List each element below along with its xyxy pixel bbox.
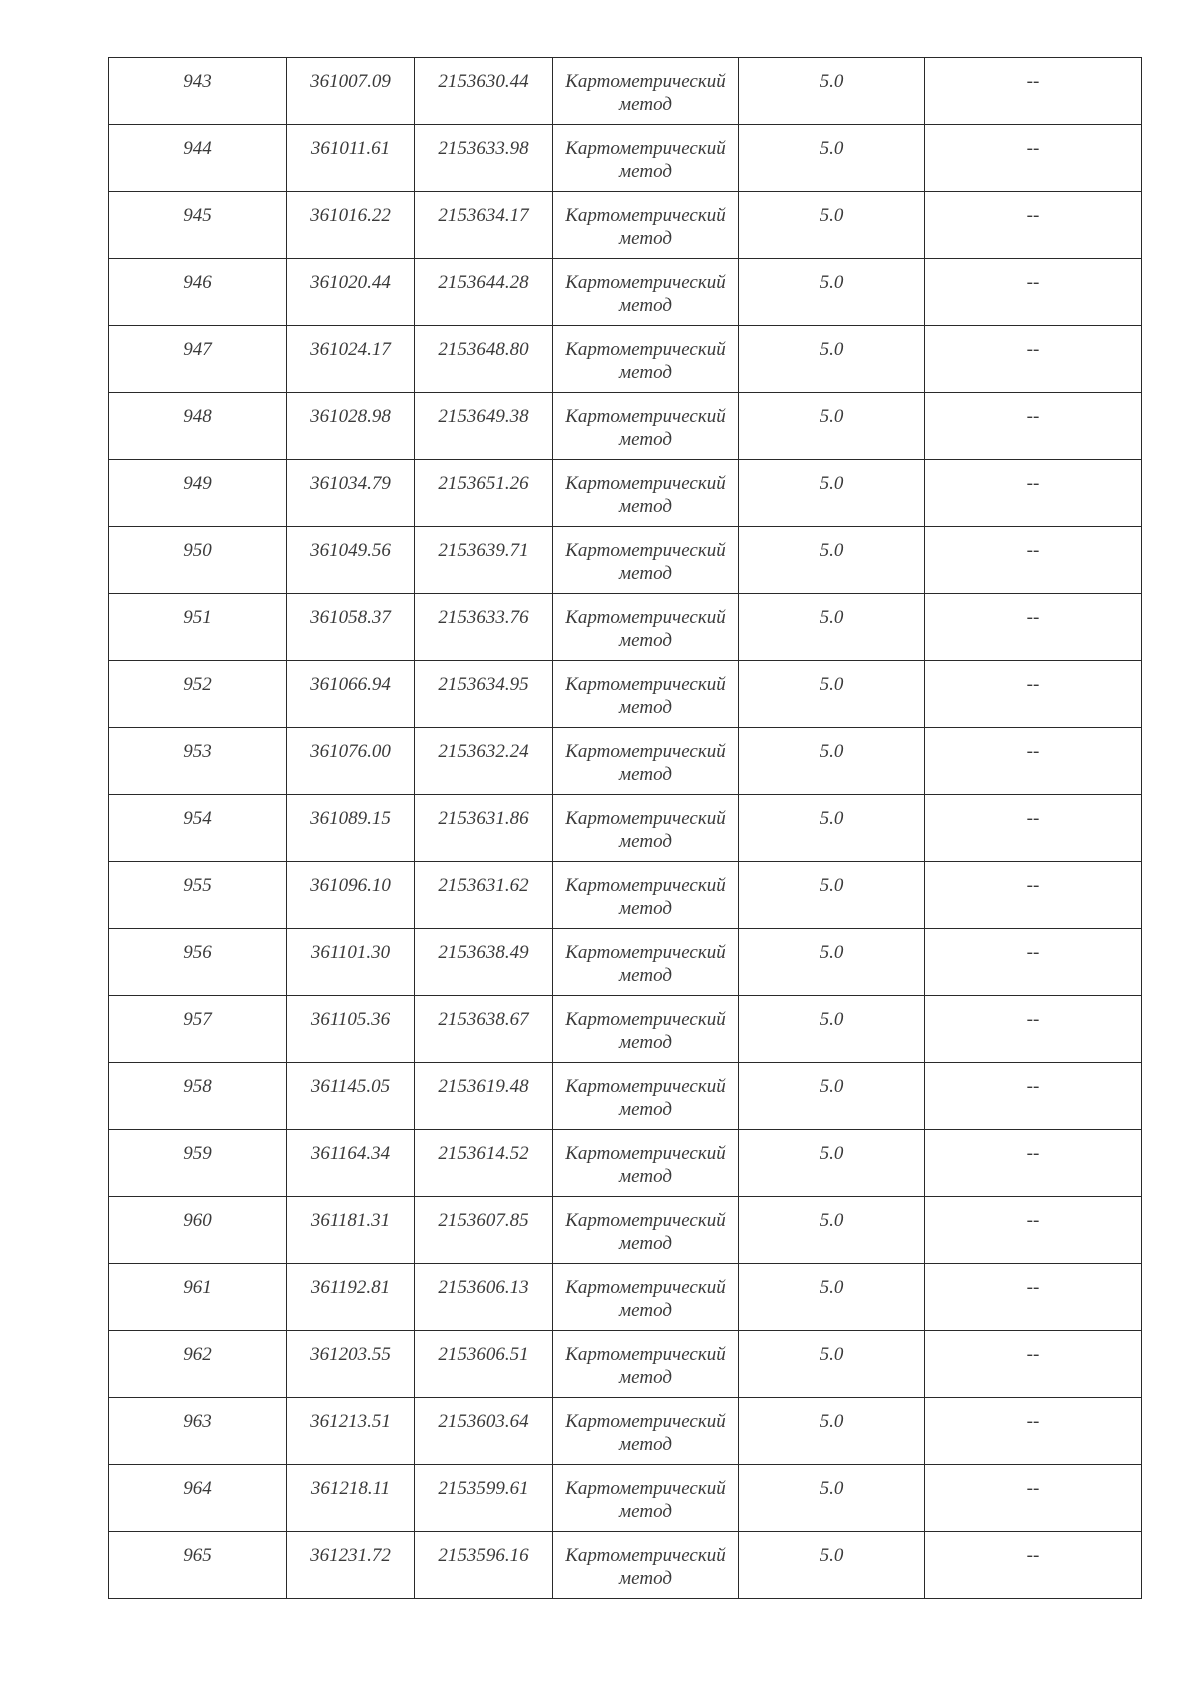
table-row: [109, 795, 1142, 862]
method-line-1: Картометрический: [565, 1478, 726, 1499]
accuracy-cell: 5.0: [739, 259, 925, 326]
note-cell: --: [925, 661, 1142, 728]
accuracy-cell: 5.0: [739, 594, 925, 661]
method-cell: [553, 661, 739, 728]
method-line-2: метод: [619, 362, 672, 383]
note-cell: --: [925, 460, 1142, 527]
point-number-cell: 950: [109, 527, 287, 594]
method-cell: [553, 460, 739, 527]
accuracy-cell: 5.0: [739, 326, 925, 393]
note-cell: --: [925, 58, 1142, 125]
accuracy-cell: 5.0: [739, 795, 925, 862]
method-line-1: Картометрический: [565, 741, 726, 762]
method-line-1: Картометрический: [565, 205, 726, 226]
method-cell: [553, 1465, 739, 1532]
point-number-cell: 953: [109, 728, 287, 795]
y-coordinate-cell: 2153606.13: [415, 1264, 553, 1331]
accuracy-cell: 5.0: [739, 1532, 925, 1599]
point-number-cell: 963: [109, 1398, 287, 1465]
method-line-1: Картометрический: [565, 71, 726, 92]
point-number-cell: 957: [109, 996, 287, 1063]
x-coordinate-cell: 361101.30: [287, 929, 415, 996]
accuracy-cell: 5.0: [739, 192, 925, 259]
point-number-cell: 958: [109, 1063, 287, 1130]
accuracy-cell: 5.0: [739, 996, 925, 1063]
method-line-2: метод: [619, 831, 672, 852]
accuracy-cell: 5.0: [739, 1264, 925, 1331]
method-line-1: Картометрический: [565, 1009, 726, 1030]
method-line-2: метод: [619, 563, 672, 584]
point-number-cell: 944: [109, 125, 287, 192]
x-coordinate-cell: 361192.81: [287, 1264, 415, 1331]
table-row: [109, 728, 1142, 795]
method-line-1: Картометрический: [565, 272, 726, 293]
table-row: [109, 460, 1142, 527]
y-coordinate-cell: 2153638.49: [415, 929, 553, 996]
method-line-1: Картометрический: [565, 339, 726, 360]
table-row: [109, 326, 1142, 393]
method-cell: [553, 58, 739, 125]
point-number-cell: 945: [109, 192, 287, 259]
method-line-1: Картометрический: [565, 674, 726, 695]
accuracy-cell: 5.0: [739, 661, 925, 728]
note-cell: --: [925, 1465, 1142, 1532]
x-coordinate-cell: 361203.55: [287, 1331, 415, 1398]
method-line-2: метод: [619, 697, 672, 718]
note-cell: --: [925, 1197, 1142, 1264]
accuracy-cell: 5.0: [739, 527, 925, 594]
x-coordinate-cell: 361058.37: [287, 594, 415, 661]
x-coordinate-cell: 361028.98: [287, 393, 415, 460]
point-number-cell: 947: [109, 326, 287, 393]
point-number-cell: 965: [109, 1532, 287, 1599]
method-line-2: метод: [619, 1300, 672, 1321]
method-cell: [553, 594, 739, 661]
method-line-1: Картометрический: [565, 1277, 726, 1298]
method-cell: [553, 862, 739, 929]
table-row: [109, 996, 1142, 1063]
table-row: [109, 527, 1142, 594]
note-cell: --: [925, 594, 1142, 661]
x-coordinate-cell: 361231.72: [287, 1532, 415, 1599]
table-row: [109, 259, 1142, 326]
x-coordinate-cell: 361213.51: [287, 1398, 415, 1465]
table-row: [109, 1130, 1142, 1197]
note-cell: --: [925, 795, 1142, 862]
method-line-2: метод: [619, 496, 672, 517]
table-row: [109, 192, 1142, 259]
x-coordinate-cell: 361145.05: [287, 1063, 415, 1130]
method-line-1: Картометрический: [565, 540, 726, 561]
point-number-cell: 961: [109, 1264, 287, 1331]
table-row: [109, 393, 1142, 460]
y-coordinate-cell: 2153599.61: [415, 1465, 553, 1532]
accuracy-cell: 5.0: [739, 929, 925, 996]
table-row: [109, 1331, 1142, 1398]
table-row: [109, 1264, 1142, 1331]
table-row: [109, 58, 1142, 125]
x-coordinate-cell: 361011.61: [287, 125, 415, 192]
y-coordinate-cell: 2153633.76: [415, 594, 553, 661]
method-line-2: метод: [619, 1434, 672, 1455]
note-cell: --: [925, 1130, 1142, 1197]
y-coordinate-cell: 2153644.28: [415, 259, 553, 326]
method-cell: [553, 1197, 739, 1264]
point-number-cell: 943: [109, 58, 287, 125]
x-coordinate-cell: 361020.44: [287, 259, 415, 326]
method-line-2: метод: [619, 228, 672, 249]
method-cell: [553, 996, 739, 1063]
point-number-cell: 964: [109, 1465, 287, 1532]
method-line-2: метод: [619, 94, 672, 115]
y-coordinate-cell: 2153651.26: [415, 460, 553, 527]
note-cell: --: [925, 728, 1142, 795]
y-coordinate-cell: 2153631.62: [415, 862, 553, 929]
note-cell: --: [925, 1532, 1142, 1599]
table-row: [109, 1063, 1142, 1130]
method-line-2: метод: [619, 429, 672, 450]
method-line-1: Картометрический: [565, 406, 726, 427]
accuracy-cell: 5.0: [739, 460, 925, 527]
x-coordinate-cell: 361096.10: [287, 862, 415, 929]
accuracy-cell: 5.0: [739, 1130, 925, 1197]
y-coordinate-cell: 2153596.16: [415, 1532, 553, 1599]
point-number-cell: 954: [109, 795, 287, 862]
point-number-cell: 955: [109, 862, 287, 929]
table-row: [109, 594, 1142, 661]
method-line-1: Картометрический: [565, 1344, 726, 1365]
note-cell: --: [925, 929, 1142, 996]
table-row: [109, 1465, 1142, 1532]
y-coordinate-cell: 2153606.51: [415, 1331, 553, 1398]
x-coordinate-cell: 361016.22: [287, 192, 415, 259]
note-cell: --: [925, 1331, 1142, 1398]
point-number-cell: 962: [109, 1331, 287, 1398]
x-coordinate-cell: 361105.36: [287, 996, 415, 1063]
method-line-2: метод: [619, 1166, 672, 1187]
accuracy-cell: 5.0: [739, 125, 925, 192]
x-coordinate-cell: 361089.15: [287, 795, 415, 862]
method-cell: [553, 1532, 739, 1599]
note-cell: --: [925, 1063, 1142, 1130]
note-cell: --: [925, 527, 1142, 594]
accuracy-cell: 5.0: [739, 1331, 925, 1398]
method-cell: [553, 1063, 739, 1130]
y-coordinate-cell: 2153638.67: [415, 996, 553, 1063]
method-cell: [553, 929, 739, 996]
method-line-2: метод: [619, 630, 672, 651]
method-line-1: Картометрический: [565, 942, 726, 963]
table-row: [109, 125, 1142, 192]
x-coordinate-cell: 361066.94: [287, 661, 415, 728]
method-cell: [553, 393, 739, 460]
y-coordinate-cell: 2153630.44: [415, 58, 553, 125]
method-cell: [553, 326, 739, 393]
method-line-1: Картометрический: [565, 473, 726, 494]
point-number-cell: 949: [109, 460, 287, 527]
accuracy-cell: 5.0: [739, 1197, 925, 1264]
note-cell: --: [925, 326, 1142, 393]
point-number-cell: 948: [109, 393, 287, 460]
x-coordinate-cell: 361049.56: [287, 527, 415, 594]
method-cell: [553, 527, 739, 594]
y-coordinate-cell: 2153632.24: [415, 728, 553, 795]
y-coordinate-cell: 2153639.71: [415, 527, 553, 594]
x-coordinate-cell: 361218.11: [287, 1465, 415, 1532]
point-number-cell: 959: [109, 1130, 287, 1197]
note-cell: --: [925, 259, 1142, 326]
method-line-2: метод: [619, 1032, 672, 1053]
method-line-2: метод: [619, 161, 672, 182]
note-cell: --: [925, 996, 1142, 1063]
accuracy-cell: 5.0: [739, 393, 925, 460]
method-line-1: Картометрический: [565, 607, 726, 628]
method-line-1: Картометрический: [565, 1076, 726, 1097]
point-number-cell: 946: [109, 259, 287, 326]
note-cell: --: [925, 1398, 1142, 1465]
method-line-1: Картометрический: [565, 1545, 726, 1566]
method-line-1: Картометрический: [565, 808, 726, 829]
method-cell: [553, 1130, 739, 1197]
method-cell: [553, 728, 739, 795]
x-coordinate-cell: 361076.00: [287, 728, 415, 795]
coordinates-table-body: [109, 58, 1142, 1599]
method-line-2: метод: [619, 1501, 672, 1522]
method-line-2: метод: [619, 764, 672, 785]
y-coordinate-cell: 2153607.85: [415, 1197, 553, 1264]
x-coordinate-cell: 361164.34: [287, 1130, 415, 1197]
method-line-1: Картометрический: [565, 1411, 726, 1432]
method-line-2: метод: [619, 898, 672, 919]
note-cell: --: [925, 862, 1142, 929]
note-cell: --: [925, 192, 1142, 259]
method-line-2: метод: [619, 1099, 672, 1120]
method-line-2: метод: [619, 965, 672, 986]
y-coordinate-cell: 2153614.52: [415, 1130, 553, 1197]
y-coordinate-cell: 2153634.95: [415, 661, 553, 728]
method-line-1: Картометрический: [565, 138, 726, 159]
table-row: [109, 661, 1142, 728]
accuracy-cell: 5.0: [739, 1465, 925, 1532]
method-cell: [553, 795, 739, 862]
method-line-2: метод: [619, 1568, 672, 1589]
table-row: [109, 1398, 1142, 1465]
table-row: [109, 862, 1142, 929]
method-line-1: Картометрический: [565, 1210, 726, 1231]
method-line-2: метод: [619, 1367, 672, 1388]
x-coordinate-cell: 361024.17: [287, 326, 415, 393]
accuracy-cell: 5.0: [739, 58, 925, 125]
accuracy-cell: 5.0: [739, 1063, 925, 1130]
accuracy-cell: 5.0: [739, 1398, 925, 1465]
method-line-1: Картометрический: [565, 875, 726, 896]
y-coordinate-cell: 2153631.86: [415, 795, 553, 862]
accuracy-cell: 5.0: [739, 862, 925, 929]
method-line-1: Картометрический: [565, 1143, 726, 1164]
x-coordinate-cell: 361181.31: [287, 1197, 415, 1264]
x-coordinate-cell: 361034.79: [287, 460, 415, 527]
table-row: [109, 929, 1142, 996]
note-cell: --: [925, 1264, 1142, 1331]
method-line-2: метод: [619, 1233, 672, 1254]
y-coordinate-cell: 2153619.48: [415, 1063, 553, 1130]
accuracy-cell: 5.0: [739, 728, 925, 795]
method-cell: [553, 1264, 739, 1331]
coordinates-table: [108, 57, 1142, 1599]
point-number-cell: 951: [109, 594, 287, 661]
y-coordinate-cell: 2153649.38: [415, 393, 553, 460]
point-number-cell: 952: [109, 661, 287, 728]
x-coordinate-cell: 361007.09: [287, 58, 415, 125]
method-cell: [553, 1331, 739, 1398]
table-row: [109, 1532, 1142, 1599]
method-cell: [553, 1398, 739, 1465]
method-cell: [553, 259, 739, 326]
point-number-cell: 960: [109, 1197, 287, 1264]
y-coordinate-cell: 2153603.64: [415, 1398, 553, 1465]
note-cell: --: [925, 125, 1142, 192]
method-cell: [553, 192, 739, 259]
y-coordinate-cell: 2153648.80: [415, 326, 553, 393]
y-coordinate-cell: 2153634.17: [415, 192, 553, 259]
y-coordinate-cell: 2153633.98: [415, 125, 553, 192]
point-number-cell: 956: [109, 929, 287, 996]
method-line-2: метод: [619, 295, 672, 316]
method-cell: [553, 125, 739, 192]
note-cell: --: [925, 393, 1142, 460]
table-row: [109, 1197, 1142, 1264]
